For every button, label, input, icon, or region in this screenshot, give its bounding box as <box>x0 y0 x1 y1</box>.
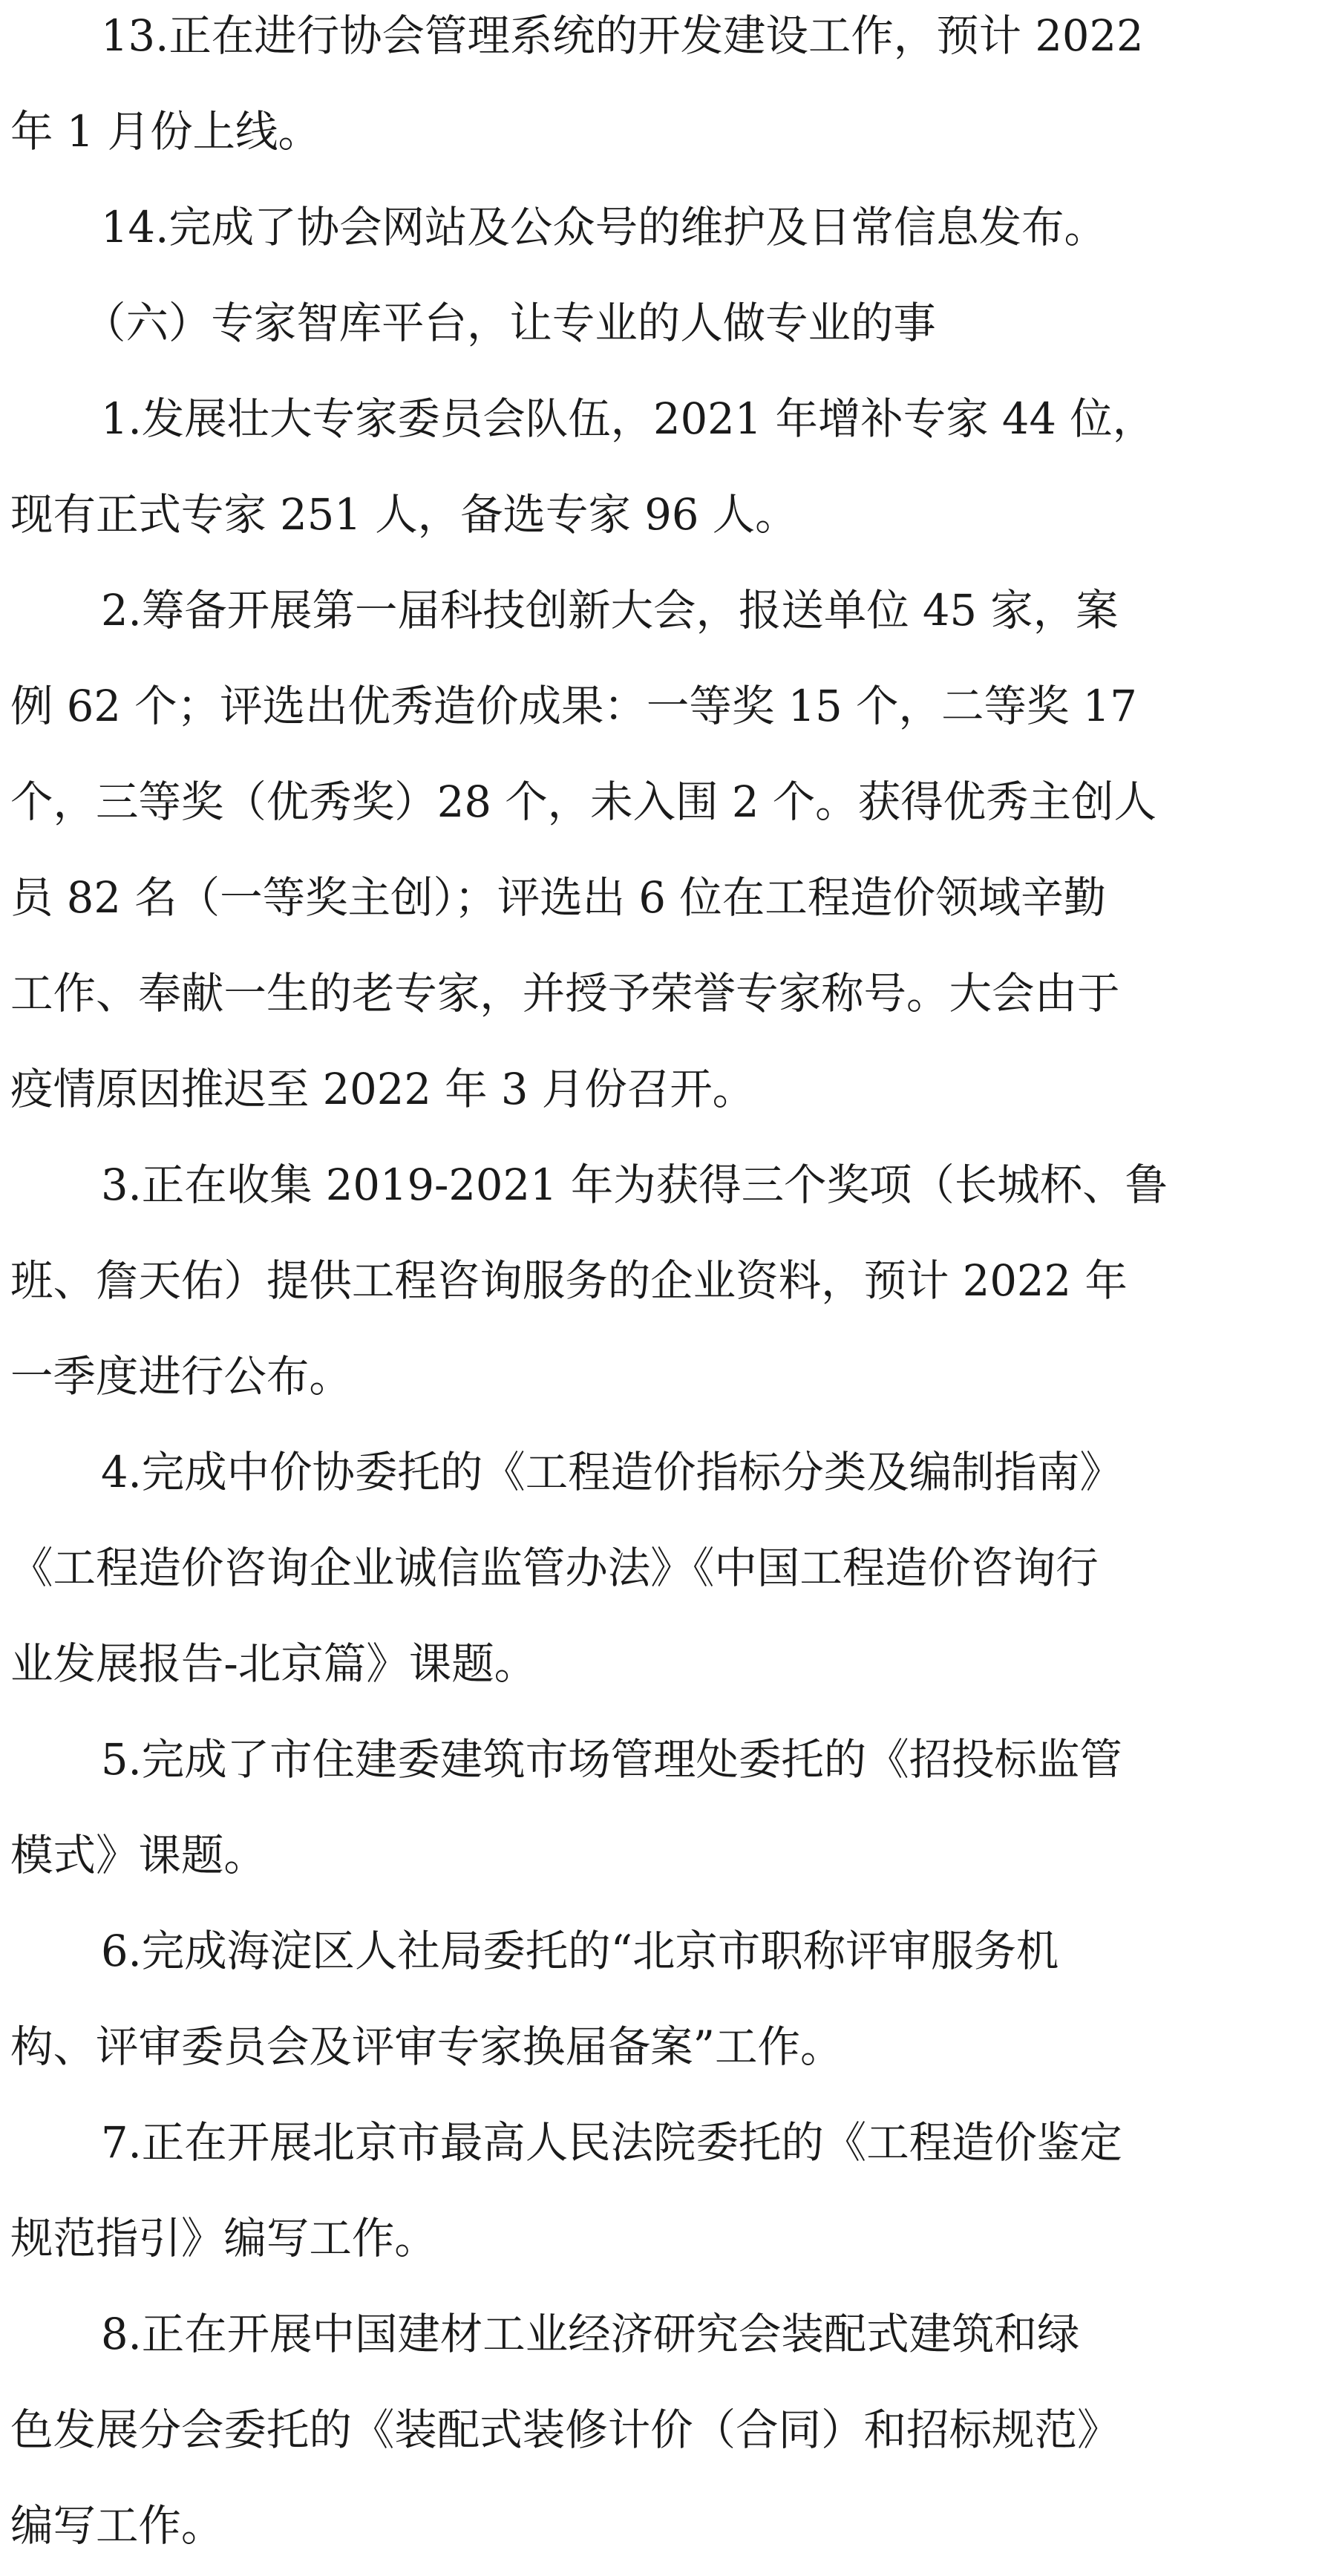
paragraph-14-line-1: 14.完成了协会网站及公众号的维护及日常信息发布。 <box>101 202 1107 252</box>
item-7-line-1: 7.正在开展北京市最高人民法院委托的《工程造价鉴定 <box>101 2117 1122 2168</box>
section-heading: （六）专家智库平台，让专业的人做专业的事 <box>83 298 936 348</box>
item-2-line-2: 例 62 个；评选出优秀造价成果：一等奖 15 个，二等奖 17 <box>10 681 1137 731</box>
item-2-line-1: 2.筹备开展第一届科技创新大会，报送单位 45 家，案 <box>101 585 1119 635</box>
item-4-line-2: 《工程造价咨询企业诚信监管办法》《中国工程造价咨询行 <box>10 1543 1099 1593</box>
item-4-line-3: 业发展报告-北京篇》课题。 <box>10 1638 537 1689</box>
item-2-line-6: 疫情原因推迟至 2022 年 3 月份召开。 <box>10 1064 756 1114</box>
paragraph-13-line-1: 13.正在进行协会管理系统的开发建设工作，预计 2022 <box>101 10 1144 61</box>
item-6-line-1: 6.完成海淀区人社局委托的“北京市职称评审服务机 <box>101 1926 1059 1976</box>
item-1-line-1: 1.发展壮大专家委员会队伍，2021 年增补专家 44 位， <box>101 393 1156 444</box>
item-7-line-2: 规范指引》编写工作。 <box>10 2213 437 2263</box>
item-3-line-1: 3.正在收集 2019-2021 年为获得三个奖项（长城杯、鲁 <box>101 1160 1168 1210</box>
item-2-line-5: 工作、奉献一生的老专家，并授予荣誉专家称号。大会由于 <box>10 968 1120 1019</box>
item-5-line-1: 5.完成了市住建委建筑市场管理处委托的《招投标监管 <box>101 1734 1122 1785</box>
item-6-line-2: 构、评审委员会及评审专家换届备案”工作。 <box>10 2021 843 2072</box>
item-8-line-2: 色发展分会委托的《装配式装修计价（合同）和招标规范》 <box>10 2405 1120 2455</box>
item-1-line-2: 现有正式专家 251 人，备选专家 96 人。 <box>10 489 798 540</box>
item-3-line-3: 一季度进行公布。 <box>10 1351 352 1402</box>
item-2-line-4: 员 82 名（一等奖主创）；评选出 6 位在工程造价领域辛勤 <box>10 872 1107 923</box>
item-8-line-3: 编写工作。 <box>10 2500 224 2551</box>
item-8-line-1: 8.正在开展中国建材工业经济研究会装配式建筑和绿 <box>101 2309 1080 2359</box>
item-5-line-2: 模式》课题。 <box>10 1830 266 1880</box>
item-3-line-2: 班、詹天佑）提供工程咨询服务的企业资料，预计 2022 年 <box>10 1255 1128 1306</box>
item-2-line-3: 个，三等奖（优秀奖）28 个，未入围 2 个。获得优秀主创人 <box>10 777 1157 827</box>
paragraph-13-line-2: 年 1 月份上线。 <box>10 106 321 157</box>
item-4-line-1: 4.完成中价协委托的《工程造价指标分类及编制指南》 <box>101 1447 1122 1497</box>
